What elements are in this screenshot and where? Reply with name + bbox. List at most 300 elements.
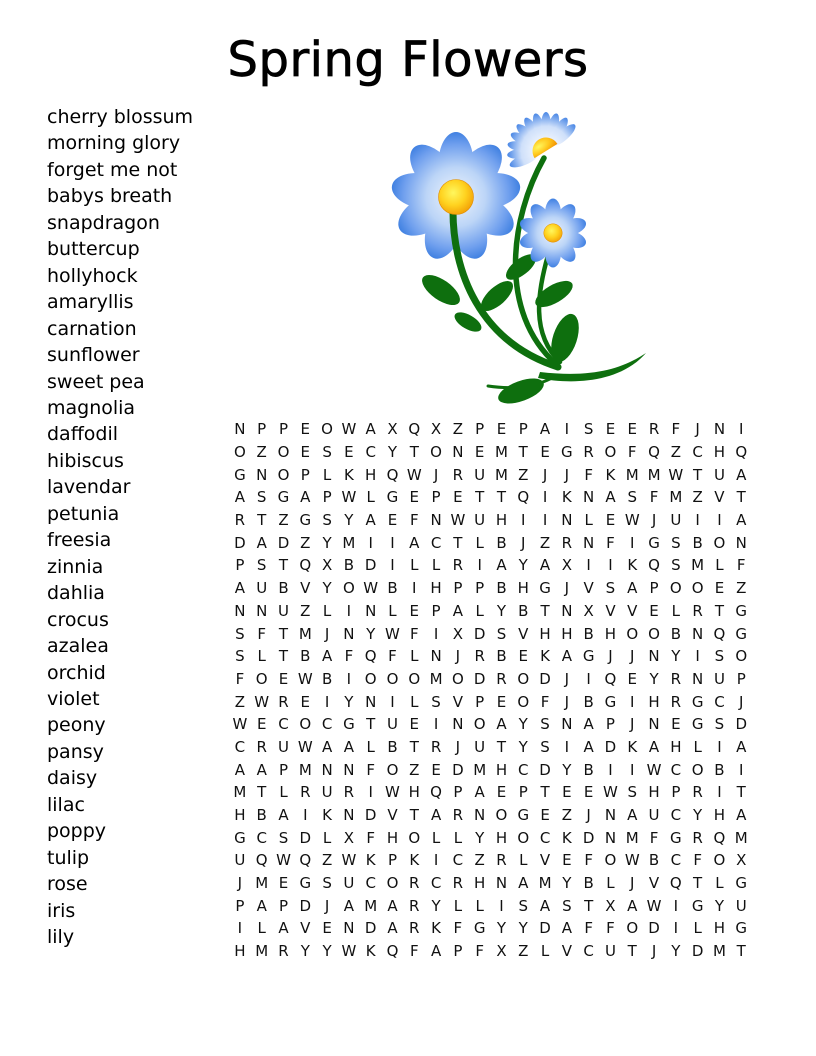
grid-letter: H	[713, 443, 726, 462]
grid-letter: R	[430, 737, 442, 756]
grid-letter: D	[452, 760, 464, 779]
grid-letter: P	[431, 601, 441, 620]
grid-letter: E	[300, 692, 311, 711]
grid-letter: O	[604, 851, 617, 870]
grid-letter: K	[561, 488, 572, 507]
grid-letter: P	[518, 783, 528, 802]
grid-letter: A	[321, 737, 333, 756]
grid-letter: E	[605, 511, 616, 530]
grid-letter: U	[713, 465, 725, 484]
grid-letter: I	[521, 511, 526, 530]
grid-letter: L	[322, 601, 332, 620]
grid-letter: G	[735, 874, 748, 893]
grid-letter: R	[452, 806, 464, 825]
grid-letter: M	[734, 828, 748, 847]
grid-letter: L	[431, 828, 441, 847]
grid-letter: C	[518, 760, 529, 779]
grid-letter: X	[387, 420, 398, 439]
grid-letter: W	[297, 737, 313, 756]
grid-letter: C	[670, 851, 682, 870]
word-list-item: carnation	[47, 317, 137, 340]
grid-letter: I	[499, 896, 504, 915]
grid-letter: U	[386, 715, 398, 734]
grid-letter: G	[604, 692, 617, 711]
grid-letter: D	[604, 737, 617, 756]
grid-letter: L	[715, 874, 724, 893]
grid-letter: I	[739, 420, 744, 439]
word-list-item: orchid	[47, 661, 106, 684]
grid-letter: C	[714, 692, 725, 711]
grid-letter: L	[453, 828, 463, 847]
grid-letter: R	[256, 737, 267, 756]
grid-letter: F	[606, 919, 615, 938]
grid-letter: C	[539, 828, 551, 847]
grid-letter: Y	[344, 511, 354, 530]
grid-letter: G	[234, 828, 246, 847]
grid-letter: E	[409, 715, 420, 734]
grid-letter: Z	[300, 601, 311, 620]
grid-letter: G	[473, 919, 486, 938]
grid-letter: Y	[322, 942, 332, 961]
word-list-item: petunia	[47, 502, 120, 525]
grid-letter: N	[452, 443, 464, 462]
grid-letter: P	[736, 669, 746, 688]
grid-letter: W	[254, 692, 270, 711]
word-list-item: snapdragon	[47, 211, 160, 234]
small-daisy-petals	[518, 199, 589, 268]
grid-letter: X	[736, 851, 747, 870]
word-list	[47, 104, 193, 951]
word-list-item: pansy	[47, 740, 104, 763]
grid-letter: W	[276, 851, 291, 870]
grid-letter: R	[278, 692, 289, 711]
grid-letter: E	[409, 601, 420, 620]
grid-letter: S	[256, 488, 267, 507]
grid-letter: N	[343, 760, 355, 779]
grid-letter: W	[341, 851, 357, 870]
grid-letter: F	[736, 556, 746, 575]
grid-letter: E	[474, 443, 485, 462]
grid-letter: J	[651, 942, 657, 961]
grid-letter: G	[670, 828, 682, 847]
grid-letter: A	[300, 488, 311, 507]
grid-letter: S	[322, 443, 332, 462]
grid-letter: Z	[518, 942, 529, 961]
grid-letter: A	[627, 579, 638, 598]
grid-letter: B	[583, 874, 594, 893]
grid-letter: T	[627, 942, 637, 961]
grid-letter: R	[561, 533, 573, 552]
grid-letter: I	[433, 851, 439, 870]
grid-letter: S	[583, 420, 594, 439]
grid-letter: F	[671, 420, 681, 439]
grid-letter: Z	[692, 488, 703, 507]
grid-letter: I	[695, 511, 700, 530]
grid-letter: P	[387, 851, 397, 870]
grid-letter: H	[408, 783, 420, 802]
grid-letter: A	[736, 737, 747, 756]
grid-letter: A	[365, 420, 376, 439]
grid-letter: Y	[387, 443, 398, 462]
grid-letter: I	[477, 556, 482, 575]
grid-letter: A	[387, 896, 398, 915]
grid-letter: Y	[693, 806, 703, 825]
grid-letter: W	[624, 511, 640, 530]
grid-letter: J	[542, 465, 548, 484]
grid-letter: V	[539, 851, 551, 870]
grid-letter: O	[408, 669, 421, 688]
grid-letter: I	[542, 511, 548, 530]
grid-letter: S	[540, 715, 550, 734]
grid-letter: A	[430, 942, 442, 961]
grid-letter: U	[278, 601, 289, 620]
grid-letter: Q	[364, 647, 377, 666]
grid-letter: K	[605, 465, 616, 484]
grid-letter: O	[321, 420, 333, 439]
grid-letter: R	[409, 896, 420, 915]
grid-letter: B	[496, 647, 507, 666]
grid-letter: I	[630, 533, 635, 552]
grid-letter: Z	[452, 420, 463, 439]
grid-letter: P	[649, 579, 659, 598]
grid-letter: E	[649, 601, 659, 620]
grid-letter: H	[495, 828, 508, 847]
grid-letter: A	[539, 420, 551, 439]
grid-letter: I	[586, 556, 591, 575]
grid-letter: E	[431, 760, 441, 779]
grid-letter: Y	[344, 692, 354, 711]
grid-letter: E	[627, 669, 637, 688]
grid-letter: P	[278, 420, 289, 439]
grid-letter: Q	[517, 488, 530, 507]
grid-letter: P	[235, 556, 245, 575]
grid-letter: B	[300, 647, 311, 666]
grid-letter: Z	[474, 851, 485, 870]
grid-letter: T	[409, 443, 419, 462]
grid-letter: S	[627, 488, 637, 507]
grid-letter: U	[343, 874, 355, 893]
small-daisy-flower	[518, 199, 589, 268]
grid-letter: U	[474, 737, 486, 756]
grid-letter: P	[235, 896, 245, 915]
grid-letter: O	[386, 669, 399, 688]
grid-letter: I	[390, 692, 395, 711]
grid-letter: S	[235, 624, 245, 643]
grid-letter: A	[736, 511, 747, 530]
grid-letter: E	[300, 443, 311, 462]
grid-letter: Q	[648, 556, 660, 575]
grid-letter: A	[627, 896, 638, 915]
grid-letter: F	[257, 624, 267, 643]
grid-letter: L	[410, 556, 419, 575]
grid-letter: Q	[669, 874, 682, 893]
grid-letter: Z	[234, 692, 246, 711]
grid-letter: A	[539, 556, 551, 575]
grid-letter: S	[256, 556, 267, 575]
grid-letter: X	[452, 624, 463, 643]
leaf	[502, 250, 540, 285]
grid-letter: I	[695, 647, 700, 666]
grid-letter: I	[564, 420, 570, 439]
grid-letter: X	[321, 556, 333, 575]
grid-letter: J	[695, 420, 700, 439]
grid-letter: X	[343, 828, 355, 847]
grid-letter: O	[604, 443, 617, 462]
grid-letter: C	[234, 737, 246, 756]
grid-letter: Y	[431, 896, 441, 915]
grid-letter: L	[584, 511, 593, 530]
grid-letter: E	[496, 420, 507, 439]
grid-letter: K	[627, 556, 638, 575]
grid-letter: L	[410, 692, 419, 711]
word-list-item: lavendar	[47, 476, 131, 499]
bottom-left-swoosh	[488, 376, 556, 388]
grid-letter: L	[693, 737, 702, 756]
grid-letter: Y	[496, 601, 507, 620]
grid-letter: T	[257, 511, 267, 530]
grid-letter: J	[608, 647, 613, 666]
grid-letter: N	[256, 601, 268, 620]
grid-letter: P	[300, 465, 310, 484]
grid-letter: V	[648, 874, 660, 893]
grid-letter: I	[412, 579, 417, 598]
grid-letter: L	[715, 556, 724, 575]
grid-letter: E	[714, 579, 725, 598]
grid-letter: N	[648, 715, 660, 734]
grid-letter: A	[474, 783, 485, 802]
grid-letter: A	[234, 488, 246, 507]
grid-letter: M	[429, 669, 443, 688]
grid-letter: E	[409, 488, 420, 507]
word-search-grid	[229, 418, 752, 963]
grid-letter: H	[648, 692, 660, 711]
grid-letter: Z	[670, 443, 681, 462]
grid-letter: H	[604, 624, 617, 643]
grid-letter: M	[494, 465, 508, 484]
grid-letter: U	[234, 851, 246, 870]
grid-letter: H	[365, 465, 377, 484]
grid-letter: O	[233, 443, 246, 462]
grid-letter: S	[322, 511, 332, 530]
word-list-item: lilac	[47, 793, 85, 816]
big-daisy-petals	[389, 132, 523, 264]
grid-letter: A	[409, 533, 420, 552]
grid-letter: O	[342, 579, 355, 598]
big-daisy-flower	[389, 132, 523, 264]
word-list-item: morning glory	[47, 132, 181, 155]
grid-letter: A	[343, 896, 355, 915]
grid-letter: L	[671, 601, 681, 620]
grid-letter: O	[430, 443, 442, 462]
grid-letter: Z	[539, 533, 551, 552]
grid-letter: Q	[713, 828, 726, 847]
grid-letter: B	[583, 624, 594, 643]
grid-letter: A	[430, 806, 442, 825]
grid-letter: Q	[408, 420, 421, 439]
grid-letter: F	[584, 919, 593, 938]
grid-letter: I	[608, 556, 613, 575]
word-list-item: crocus	[47, 608, 109, 631]
grid-letter: B	[343, 556, 355, 575]
grid-letter: E	[344, 443, 354, 462]
leaf	[452, 308, 485, 335]
grid-letter: C	[278, 715, 289, 734]
grid-letter: C	[321, 715, 333, 734]
grid-letter: F	[693, 851, 702, 870]
word-list-item: amaryllis	[47, 291, 134, 314]
grid-letter: Z	[736, 579, 747, 598]
grid-letter: S	[671, 533, 681, 552]
grid-letter: B	[278, 579, 289, 598]
grid-letter: C	[692, 443, 703, 462]
grid-letter: N	[583, 533, 595, 552]
word-list-item: buttercup	[47, 238, 140, 261]
grid-letter: V	[387, 806, 398, 825]
grid-letter: W	[450, 511, 466, 530]
grid-letter: N	[561, 511, 573, 530]
grid-letter: G	[691, 715, 704, 734]
grid-letter: I	[717, 783, 722, 802]
grid-letter: Y	[671, 647, 681, 666]
word-list-item: forget me not	[47, 158, 178, 181]
grid-letter: J	[455, 647, 461, 666]
grid-letter: K	[540, 647, 550, 666]
word-list-item: zinnia	[47, 555, 104, 578]
grid-letter: M	[712, 942, 726, 961]
grid-letter: O	[669, 579, 682, 598]
grid-letter: R	[648, 420, 660, 439]
word-list-item: dahlia	[47, 582, 105, 605]
grid-letter: Z	[278, 511, 289, 530]
grid-letter: L	[322, 465, 332, 484]
grid-letter: Y	[366, 624, 376, 643]
grid-letter: N	[604, 828, 617, 847]
grid-letter: J	[521, 533, 526, 552]
grid-letter: O	[517, 692, 530, 711]
grid-letter: V	[300, 579, 311, 598]
grid-letter: R	[474, 647, 485, 666]
word-list-item: daisy	[47, 767, 98, 790]
grid-letter: G	[234, 465, 246, 484]
grid-letter: R	[692, 828, 703, 847]
grid-letter: Q	[735, 443, 748, 462]
grid-letter: I	[717, 737, 722, 756]
grid-letter: M	[538, 874, 552, 893]
grid-letter: G	[386, 488, 399, 507]
grid-letter: J	[739, 692, 744, 711]
grid-letter: J	[564, 669, 570, 688]
grid-letter: J	[651, 511, 657, 530]
grid-letter: G	[691, 692, 704, 711]
grid-letter: S	[605, 579, 616, 598]
grid-letter: T	[475, 488, 485, 507]
grid-letter: J	[630, 647, 635, 666]
word-list-item: babys breath	[47, 185, 173, 208]
grid-letter: Z	[409, 760, 420, 779]
grid-letter: C	[365, 874, 376, 893]
fan-flower-petals	[492, 97, 581, 175]
grid-letter: U	[648, 806, 660, 825]
grid-letter: H	[539, 624, 551, 643]
grid-letter: M	[691, 556, 705, 575]
grid-letter: K	[365, 851, 376, 870]
grid-letter: W	[341, 942, 357, 961]
grid-letter: A	[539, 896, 551, 915]
grid-letter: X	[430, 420, 442, 439]
grid-letter: S	[562, 896, 572, 915]
grid-letter: S	[540, 737, 550, 756]
grid-letter: S	[671, 556, 681, 575]
grid-letter: O	[648, 624, 660, 643]
grid-letter: V	[627, 601, 638, 620]
grid-letter: M	[298, 760, 312, 779]
grid-letter: U	[474, 511, 486, 530]
grid-letter: D	[582, 828, 595, 847]
grid-letter: T	[693, 874, 703, 893]
grid-letter: E	[496, 783, 507, 802]
grid-letter: N	[430, 511, 442, 530]
grid-letter: B	[387, 579, 398, 598]
grid-letter: A	[583, 715, 594, 734]
word-list-item: hibiscus	[47, 449, 124, 472]
grid-letter: M	[494, 443, 508, 462]
grid-letter: U	[321, 783, 333, 802]
grid-letter: X	[561, 556, 572, 575]
grid-letter: B	[648, 851, 660, 870]
grid-letter: L	[366, 737, 375, 756]
grid-letter: T	[496, 488, 507, 507]
grid-letter: H	[648, 783, 660, 802]
grid-letter: Q	[713, 624, 726, 643]
grid-letter: F	[388, 647, 397, 666]
grid-letter: D	[299, 896, 312, 915]
grid-letter: Q	[648, 443, 660, 462]
grid-letter: P	[453, 942, 463, 961]
grid-letter: C	[365, 443, 376, 462]
grid-letter: F	[409, 624, 419, 643]
grid-letter: M	[625, 828, 639, 847]
grid-letter: K	[431, 919, 441, 938]
grid-letter: Y	[714, 896, 725, 915]
grid-letter: I	[542, 488, 548, 507]
grid-letter: T	[693, 465, 703, 484]
grid-letter: C	[256, 828, 267, 847]
grid-letter: W	[341, 420, 357, 439]
grid-letter: X	[583, 601, 594, 620]
grid-letter: W	[646, 760, 662, 779]
grid-letter: L	[475, 601, 484, 620]
grid-letter: G	[735, 601, 748, 620]
grid-letter: F	[584, 465, 593, 484]
grid-letter: R	[452, 556, 464, 575]
grid-letter: Y	[562, 874, 572, 893]
grid-letter: E	[278, 874, 289, 893]
grid-letter: U	[474, 465, 486, 484]
grid-letter: L	[431, 556, 441, 575]
grid-letter: N	[234, 420, 246, 439]
grid-letter: M	[298, 624, 312, 643]
grid-letter: A	[561, 647, 572, 666]
grid-letter: S	[714, 647, 725, 666]
grid-letter: P	[431, 488, 441, 507]
grid-letter: O	[255, 669, 268, 688]
grid-letter: T	[584, 896, 594, 915]
grid-letter: I	[390, 533, 395, 552]
grid-letter: E	[518, 647, 528, 666]
grid-letter: F	[649, 488, 659, 507]
grid-letter: I	[739, 760, 744, 779]
grid-letter: O	[473, 715, 486, 734]
